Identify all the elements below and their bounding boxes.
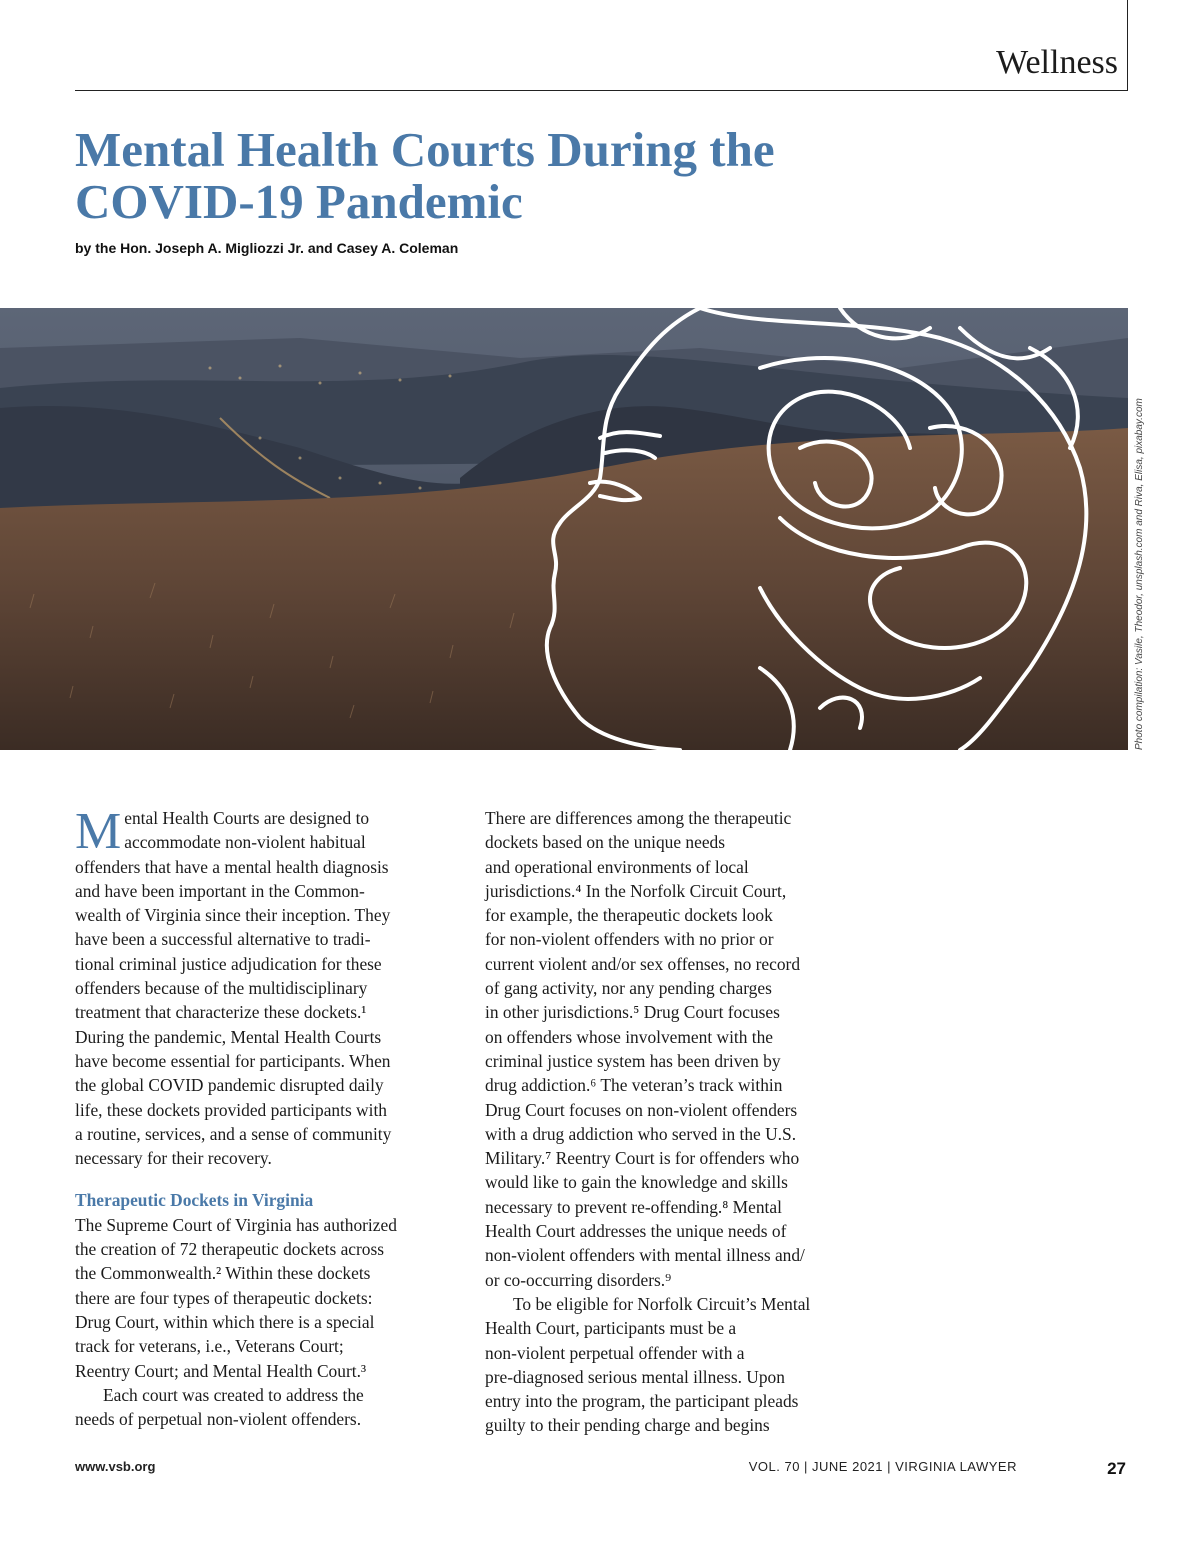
body-line: pre-diagnosed serious mental illness. Upon	[485, 1366, 785, 1387]
body-line: Health Court addresses the unique needs of	[485, 1221, 787, 1242]
body-line: necessary to prevent re-offending.⁸ Mental	[485, 1196, 782, 1217]
body-line: guilty to their pending charge and begins	[485, 1415, 770, 1436]
body-line: the creation of 72 therapeutic dockets across	[75, 1239, 385, 1260]
body-line: offenders because of the multidisciplinary	[75, 978, 368, 999]
body-line: for example, the therapeutic dockets look	[485, 905, 773, 926]
body-line: necessary for their recovery.	[75, 1148, 272, 1169]
body-line: a routine, services, and a sense of community	[75, 1123, 392, 1144]
body-line: and operational environments of local	[485, 856, 749, 877]
body-line: criminal justice system has been driven by	[485, 1050, 781, 1071]
body-line: During the pandemic, Mental Health Courts	[75, 1026, 382, 1047]
body-line: Drug Court focuses on non-violent offenders	[485, 1099, 798, 1120]
body-line: have been a successful alternative to tradi-	[75, 929, 371, 950]
body-line: current violent and/or sex offenses, no record	[485, 953, 801, 974]
body-line: wealth of Virginia since their inception. They	[75, 905, 391, 926]
section-subhead: Therapeutic Dockets in Virginia	[75, 1190, 314, 1211]
body-line: the Commonwealth.² Within these dockets	[75, 1263, 371, 1284]
body-line: there are four types of therapeutic dockets:	[75, 1287, 373, 1308]
body-line: track for veterans, i.e., Veterans Court;	[75, 1336, 344, 1357]
body-line: There are differences among the therapeutic	[485, 808, 792, 828]
body-line: treatment that characterize these dockets.¹	[75, 1002, 367, 1023]
body-line: on offenders whose involvement with the	[485, 1026, 774, 1047]
body-column-right	[485, 806, 865, 1438]
page-number: 27	[1107, 1459, 1126, 1478]
photo-credit-container	[1134, 398, 1154, 1150]
title-line-1: Mental Health Courts During the	[75, 122, 775, 177]
header-vertical-rule	[1127, 0, 1128, 91]
hero-photo	[0, 308, 1128, 750]
landscape-illustration	[0, 308, 1128, 750]
body-line: or co-occurring disorders.⁹	[485, 1269, 672, 1290]
body-column-left	[75, 803, 455, 1431]
body-line: Each court was created to address the	[103, 1384, 364, 1405]
footer-issue-info: VOL. 70 | JUNE 2021 | VIRGINIA LAWYER	[748, 1459, 1017, 1474]
body-line: ental Health Courts are designed to	[124, 808, 370, 828]
body-line: Drug Court, within which there is a special	[75, 1311, 375, 1332]
body-line: The Supreme Court of Virginia has authorized	[75, 1214, 397, 1235]
body-line: Reentry Court; and Mental Health Court.³	[75, 1360, 367, 1381]
body-line: in other jurisdictions.⁵ Drug Court focuses	[485, 1002, 780, 1023]
title-line-2: COVID-19 Pandemic	[75, 174, 523, 229]
drop-cap: M	[75, 803, 122, 860]
photo-credit: Photo compilation: Vasile, Theodor, unsplash.com and Riva, Elisa, pixabay.com	[1134, 398, 1145, 750]
body-line: Military.⁷ Reentry Court is for offenders who	[485, 1148, 800, 1169]
body-line: offenders that have a mental health diagnosis	[75, 856, 389, 877]
section-label: Wellness	[996, 44, 1118, 81]
body-line: accommodate non-violent habitual	[124, 832, 366, 853]
footer-website: www.vsb.org	[75, 1459, 156, 1474]
body-line: have become essential for participants. When	[75, 1050, 391, 1071]
body-line: dockets based on the unique needs	[485, 832, 726, 853]
body-line: entry into the program, the participant pleads	[485, 1391, 799, 1412]
body-line: for non-violent offenders with no prior or	[485, 929, 774, 950]
body-line: To be eligible for Norfolk Circuit’s Mental	[513, 1293, 811, 1314]
body-line: and have been important in the Common-	[75, 880, 365, 901]
header-rule	[75, 90, 1128, 91]
body-line: Health Court, participants must be a	[485, 1318, 737, 1339]
body-line: jurisdictions.⁴ In the Norfolk Circuit Court,	[485, 880, 787, 901]
body-line: non-violent perpetual offender with a	[485, 1342, 745, 1363]
body-line: non-violent offenders with mental illness and/	[485, 1245, 805, 1266]
body-line: needs of perpetual non-violent offenders.	[75, 1409, 362, 1430]
body-line: drug addiction.⁶ The veteran’s track within	[485, 1075, 783, 1096]
body-line: with a drug addiction who served in the U.S.	[485, 1123, 797, 1144]
body-line: the global COVID pandemic disrupted daily	[75, 1075, 384, 1096]
body-line: tional criminal justice adjudication for these	[75, 953, 382, 974]
body-line: of gang activity, nor any pending charges	[485, 978, 772, 999]
body-line: life, these dockets provided participants with	[75, 1099, 387, 1120]
body-line: would like to gain the knowledge and skills	[485, 1172, 788, 1193]
byline: by the Hon. Joseph A. Migliozzi Jr. and Casey A. Coleman	[75, 240, 459, 256]
article-title	[75, 124, 975, 228]
